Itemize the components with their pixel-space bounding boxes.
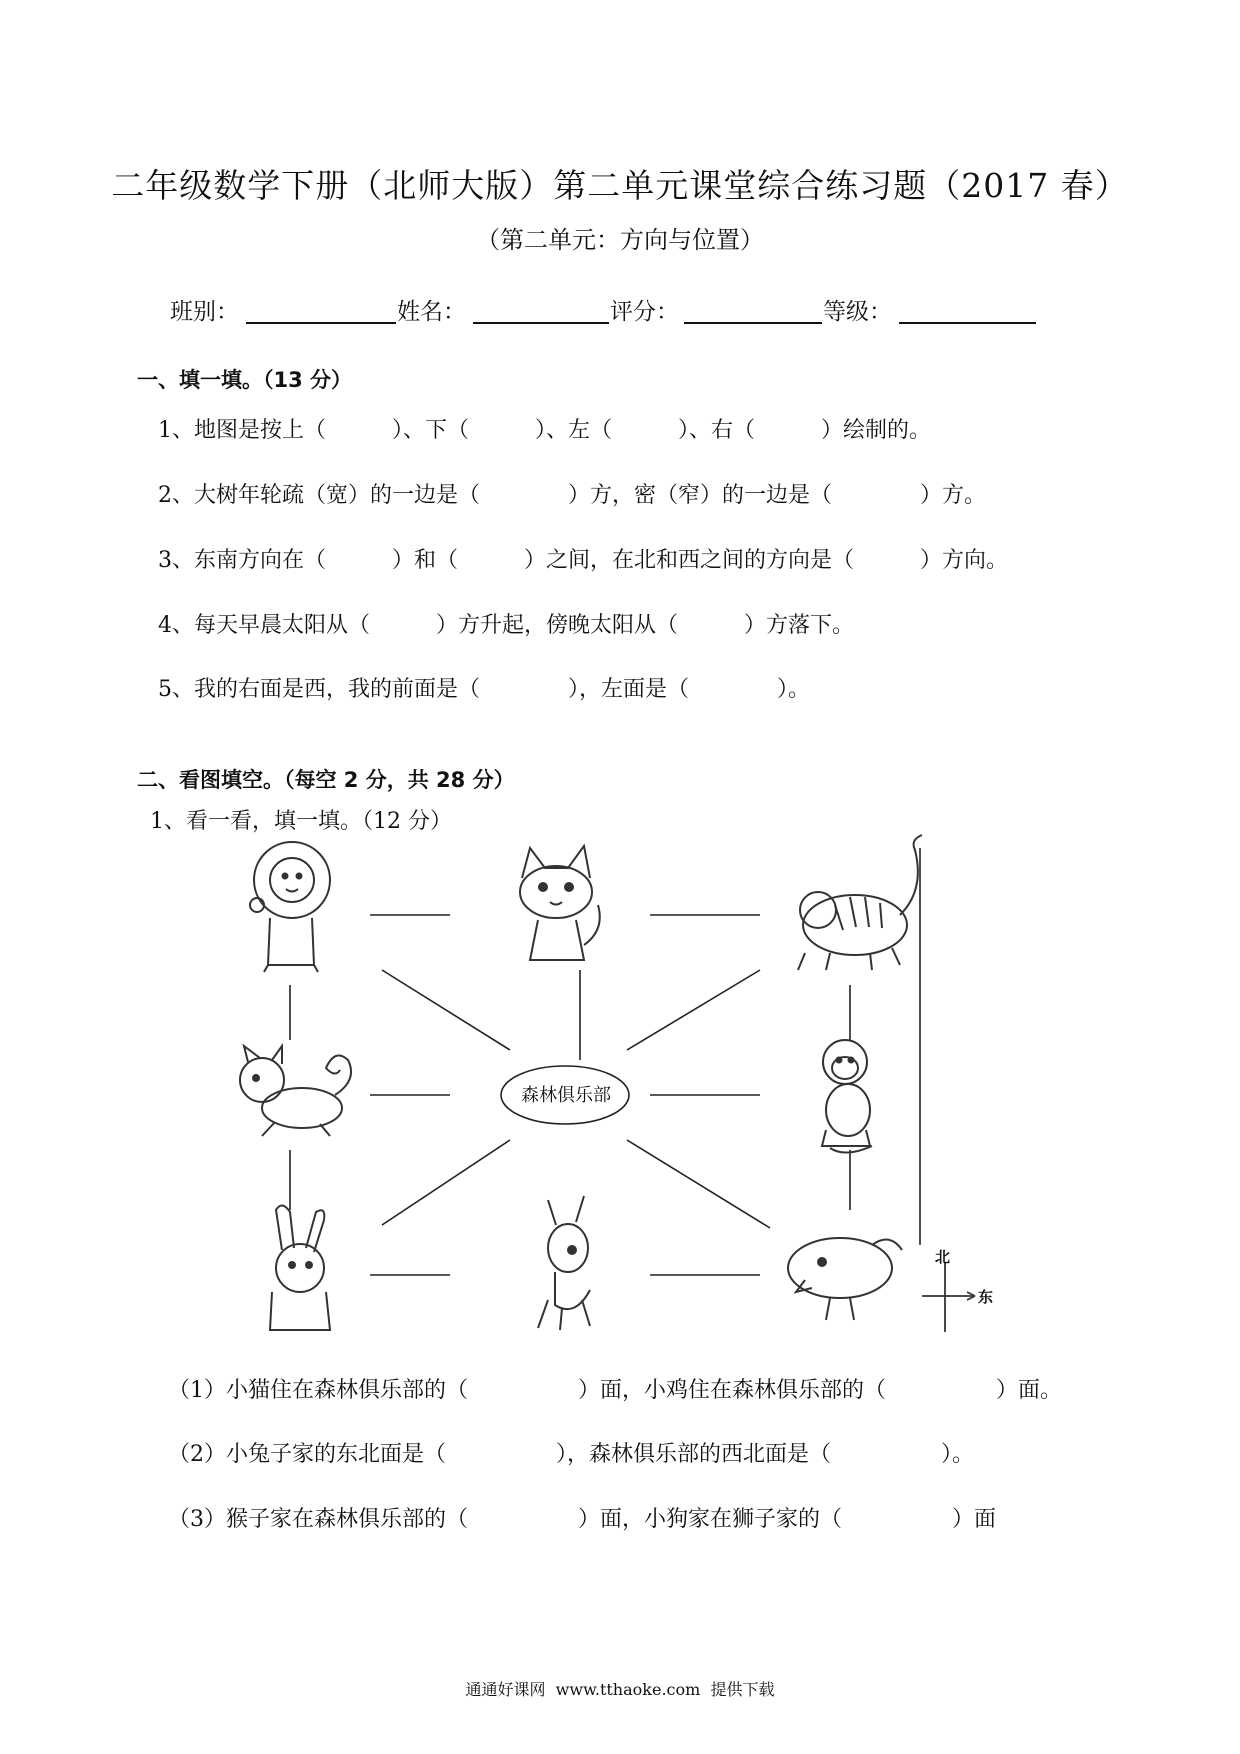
class-label: 班别： [170, 299, 239, 325]
compass-icon [922, 1262, 975, 1332]
s1-question-2: 2、大树年轮疏（宽）的一边是（ ）方，密（窄）的一边是（ ）方。 [158, 483, 986, 508]
cat-icon [520, 846, 600, 960]
diagram-lines [290, 848, 920, 1275]
compass-north-label: 北 [935, 1248, 951, 1266]
dog-icon [240, 1046, 351, 1136]
section1-heading: 一、填一填。（13 分） [137, 368, 353, 392]
footer-text: 通通好课网 www.tthaoke.com 提供下载 [465, 1680, 775, 1699]
score-label: 评分： [610, 299, 679, 325]
grade-label: 等级： [823, 299, 892, 325]
section2-heading: 二、看图填空。（每空 2 分，共 28 分） [137, 768, 515, 792]
name-label: 姓名： [397, 299, 466, 325]
monkey-icon [822, 1040, 872, 1153]
s1-question-1: 1、地图是按上（ ）、下（ ）、左（ ）、右（ ）绘制的。 [158, 418, 931, 443]
s2-subheading: 1、看一看，填一填。（12 分） [150, 809, 452, 834]
page-subtitle: （第二单元：方向与位置） [476, 226, 764, 254]
rabbit-icon [270, 1205, 330, 1330]
page-title: 二年级数学下册（北师大版）第二单元课堂综合练习题（2017 春） [111, 166, 1129, 205]
compass-east-label: 东 [978, 1288, 994, 1306]
lion-icon [250, 842, 330, 972]
center-label: 森林俱乐部 [521, 1085, 611, 1106]
s2-question-1: （1）小猫住在森林俱乐部的（ ）面，小鸡住在森林俱乐部的（ ）面。 [168, 1378, 1063, 1403]
s1-question-5: 5、我的右面是西，我的前面是（ ），左面是（ ）。 [158, 677, 810, 702]
s1-question-4: 4、每天早晨太阳从（ ）方升起，傍晚太阳从（ ）方落下。 [158, 613, 854, 638]
s2-question-3: （3）猴子家在森林俱乐部的（ ）面，小狗家在狮子家的（ ）面 [168, 1507, 996, 1532]
s1-question-3: 3、东南方向在（ ）和（ ）之间，在北和西之间的方向是（ ）方向。 [158, 548, 1008, 573]
tiger-icon [798, 835, 922, 970]
s2-question-2: （2）小兔子家的东北面是（ ），森林俱乐部的西北面是（ ）。 [168, 1442, 974, 1467]
chick-icon [788, 1238, 902, 1320]
deer-icon [538, 1196, 590, 1330]
